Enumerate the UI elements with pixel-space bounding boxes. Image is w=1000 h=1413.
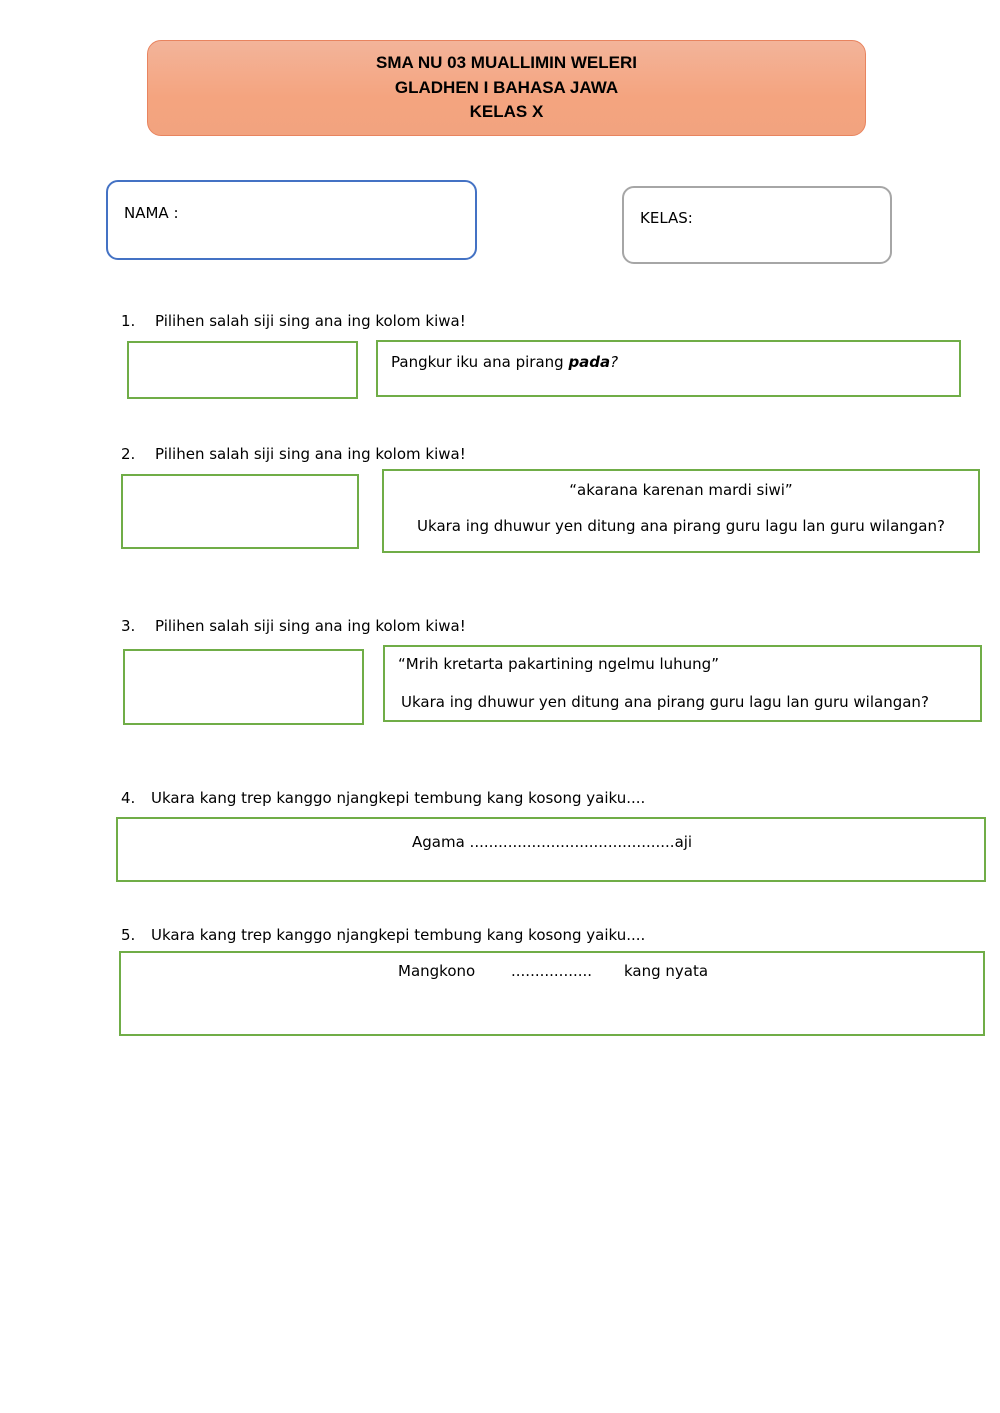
instruction-text: Ukara kang trep kanggo njangkepi tembung kang kosong yaiku.... bbox=[151, 926, 646, 944]
question-2-answer-box[interactable] bbox=[121, 474, 359, 549]
question-4-answer-box[interactable] bbox=[116, 817, 986, 882]
question-3-question: Ukara ing dhuwur yen ditung ana pirang guru lagu lan guru wilangan? bbox=[401, 693, 929, 711]
instruction-text: Pilihen salah siji sing ana ing kolom kiwa! bbox=[155, 312, 466, 330]
worksheet-title: GLADHEN I BAHASA JAWA bbox=[394, 77, 619, 97]
question-2-question: Ukara ing dhuwur yen ditung ana pirang guru lagu lan guru wilangan? bbox=[417, 517, 945, 535]
question-5-blank: ................. bbox=[511, 962, 593, 980]
school-name: SMA NU 03 MUALLIMIN WELERI bbox=[376, 53, 637, 73]
kelas-label: KELAS: bbox=[640, 209, 693, 227]
instruction-text: Pilihen salah siji sing ana ing kolom kiwa! bbox=[155, 445, 466, 463]
kelas-field[interactable] bbox=[622, 186, 892, 264]
question-1-instruction bbox=[121, 312, 466, 330]
question-3-answer-box[interactable] bbox=[123, 649, 364, 725]
question-number: 3. bbox=[121, 617, 136, 635]
question-number: 5. bbox=[121, 926, 136, 944]
instruction-text: Ukara kang trep kanggo njangkepi tembung kang kosong yaiku.... bbox=[151, 789, 646, 807]
question-number: 4. bbox=[121, 789, 136, 807]
question-3-instruction bbox=[121, 617, 466, 635]
question-3-prompt-box bbox=[383, 645, 982, 722]
question-1-prompt: Pangkur iku ana pirang pada? bbox=[391, 353, 619, 371]
worksheet-header bbox=[147, 40, 866, 136]
question-number: 2. bbox=[121, 445, 136, 463]
question-5-instruction bbox=[121, 926, 645, 944]
class-level: KELAS X bbox=[469, 102, 544, 122]
nama-label: NAMA : bbox=[124, 204, 179, 222]
question-4-sentence: Agama ...........................................aji bbox=[412, 833, 693, 851]
nama-field[interactable] bbox=[106, 180, 477, 260]
question-number: 1. bbox=[121, 312, 136, 330]
question-2-quote: “akarana karenan mardi siwi” bbox=[569, 481, 793, 499]
question-3-quote: “Mrih kretarta pakartining ngelmu luhung” bbox=[398, 655, 719, 673]
question-2-prompt-box bbox=[382, 469, 980, 553]
question-1-prompt-box bbox=[376, 340, 961, 397]
question-5-part1: Mangkono bbox=[398, 962, 476, 980]
question-1-answer-box[interactable] bbox=[127, 341, 358, 399]
instruction-text: Pilihen salah siji sing ana ing kolom kiwa! bbox=[155, 617, 466, 635]
question-2-instruction bbox=[121, 445, 466, 463]
question-5-part2: kang nyata bbox=[624, 962, 709, 980]
question-4-instruction bbox=[121, 789, 645, 807]
question-5-answer-box[interactable] bbox=[119, 951, 985, 1036]
emphasis-word: pada bbox=[568, 353, 611, 371]
